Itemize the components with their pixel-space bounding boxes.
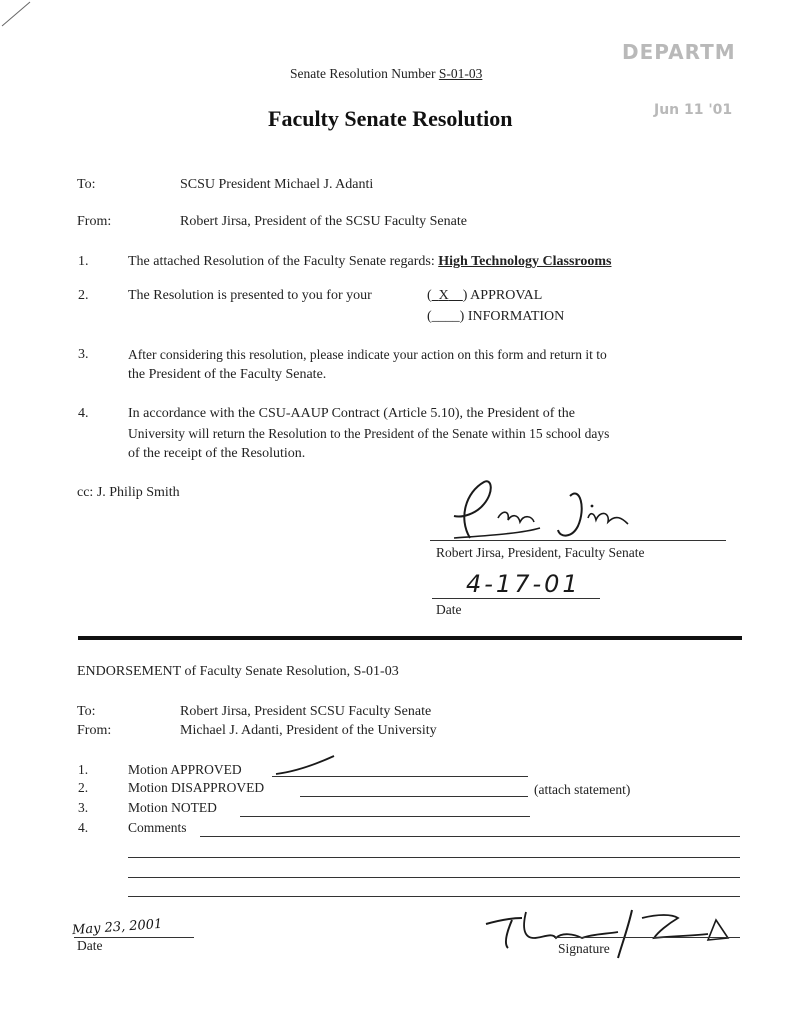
option-noted: Motion NOTED bbox=[128, 800, 217, 815]
signature-line-endorsement bbox=[554, 937, 740, 938]
item-text-4-line-3: of the receipt of the Resolution. bbox=[128, 446, 306, 461]
resolution-number-line bbox=[290, 66, 482, 82]
comments-line-2 bbox=[128, 857, 740, 858]
comments-line-4 bbox=[128, 896, 740, 897]
from-value: Robert Jirsa, President of the SCSU Faculty Senate bbox=[180, 214, 467, 229]
item-text-1-lead: The attached Resolution of the Faculty Senate regards: bbox=[128, 254, 435, 269]
item-text-1 bbox=[128, 254, 611, 270]
received-stamp-word: DEPARTM bbox=[622, 40, 736, 64]
received-stamp-date: Jun 11 '01 bbox=[654, 102, 733, 118]
option-noted-line bbox=[240, 816, 530, 817]
information-option: (____) INFORMATION bbox=[427, 309, 565, 324]
to-label: To: bbox=[77, 177, 96, 192]
approval-open-paren: ( bbox=[427, 288, 432, 303]
comments-line-1 bbox=[200, 836, 740, 837]
date-label-endorsement: Date bbox=[77, 938, 103, 953]
item-text-4-line-2: University will return the Resolution to the President of the Senate within 15 school days bbox=[128, 426, 610, 441]
option-approved: Motion APPROVED bbox=[128, 762, 242, 777]
endorsement-to-label: To: bbox=[77, 704, 96, 719]
item-number-4: 4. bbox=[78, 406, 89, 421]
item-text-3-line-2: the President of the Faculty Senate. bbox=[128, 367, 327, 382]
resolution-number: S-01-03 bbox=[438, 66, 483, 81]
endorsement-from-label: From: bbox=[77, 723, 112, 738]
handwritten-date-endorsement: May 23, 2001 bbox=[71, 916, 163, 939]
approval-close-label: ) APPROVAL bbox=[462, 288, 543, 303]
option-number-1: 1. bbox=[78, 762, 89, 777]
item-text-3-line-1: After considering this resolution, please indicate your action on this form and return it to bbox=[128, 347, 607, 362]
cc-line: cc: J. Philip Smith bbox=[77, 485, 180, 500]
approval-mark: X bbox=[438, 288, 449, 303]
signature-label: Signature bbox=[558, 941, 610, 956]
signer-caption: Robert Jirsa, President, Faculty Senate bbox=[436, 545, 645, 560]
option-number-4: 4. bbox=[78, 820, 89, 835]
option-number-2: 2. bbox=[78, 780, 89, 795]
section-divider bbox=[78, 636, 742, 640]
date-label-senate: Date bbox=[436, 602, 462, 617]
senate-president-signature bbox=[440, 478, 640, 542]
item-number-3: 3. bbox=[78, 347, 89, 362]
endorsement-to-value: Robert Jirsa, President SCSU Faculty Senate bbox=[180, 704, 432, 719]
approval-checkmark bbox=[432, 288, 463, 303]
approved-checkmark bbox=[272, 752, 342, 778]
resolution-subject: High Technology Classrooms bbox=[438, 254, 612, 269]
option-disapproved-line bbox=[300, 796, 528, 797]
from-label: From: bbox=[77, 214, 112, 229]
handwritten-date-senate: 4-17-01 bbox=[466, 570, 581, 598]
item-number-2: 2. bbox=[78, 288, 89, 303]
page-title: Faculty Senate Resolution bbox=[268, 106, 513, 131]
scan-corner-mark bbox=[0, 0, 60, 30]
endorsement-from-value: Michael J. Adanti, President of the University bbox=[180, 723, 437, 738]
item-text-4-line-1: In accordance with the CSU-AAUP Contract (Article 5.10), the President of the bbox=[128, 406, 575, 421]
endorsement-title: ENDORSEMENT of Faculty Senate Resolution, S-01-03 bbox=[77, 664, 399, 679]
option-disapproved: Motion DISAPPROVED bbox=[128, 780, 265, 795]
comments-line-3 bbox=[128, 877, 740, 878]
approval-option bbox=[427, 288, 542, 304]
signature-line-senate bbox=[430, 540, 726, 541]
to-value: SCSU President Michael J. Adanti bbox=[180, 177, 374, 192]
attach-statement-note: (attach statement) bbox=[534, 782, 631, 797]
resolution-number-label: Senate Resolution Number bbox=[290, 66, 436, 81]
university-president-signature bbox=[482, 904, 742, 962]
item-text-2: The Resolution is presented to you for your bbox=[128, 288, 372, 303]
comments-label: Comments bbox=[128, 820, 187, 835]
item-number-1: 1. bbox=[78, 254, 89, 269]
option-number-3: 3. bbox=[78, 800, 89, 815]
date-line-senate bbox=[432, 598, 600, 599]
